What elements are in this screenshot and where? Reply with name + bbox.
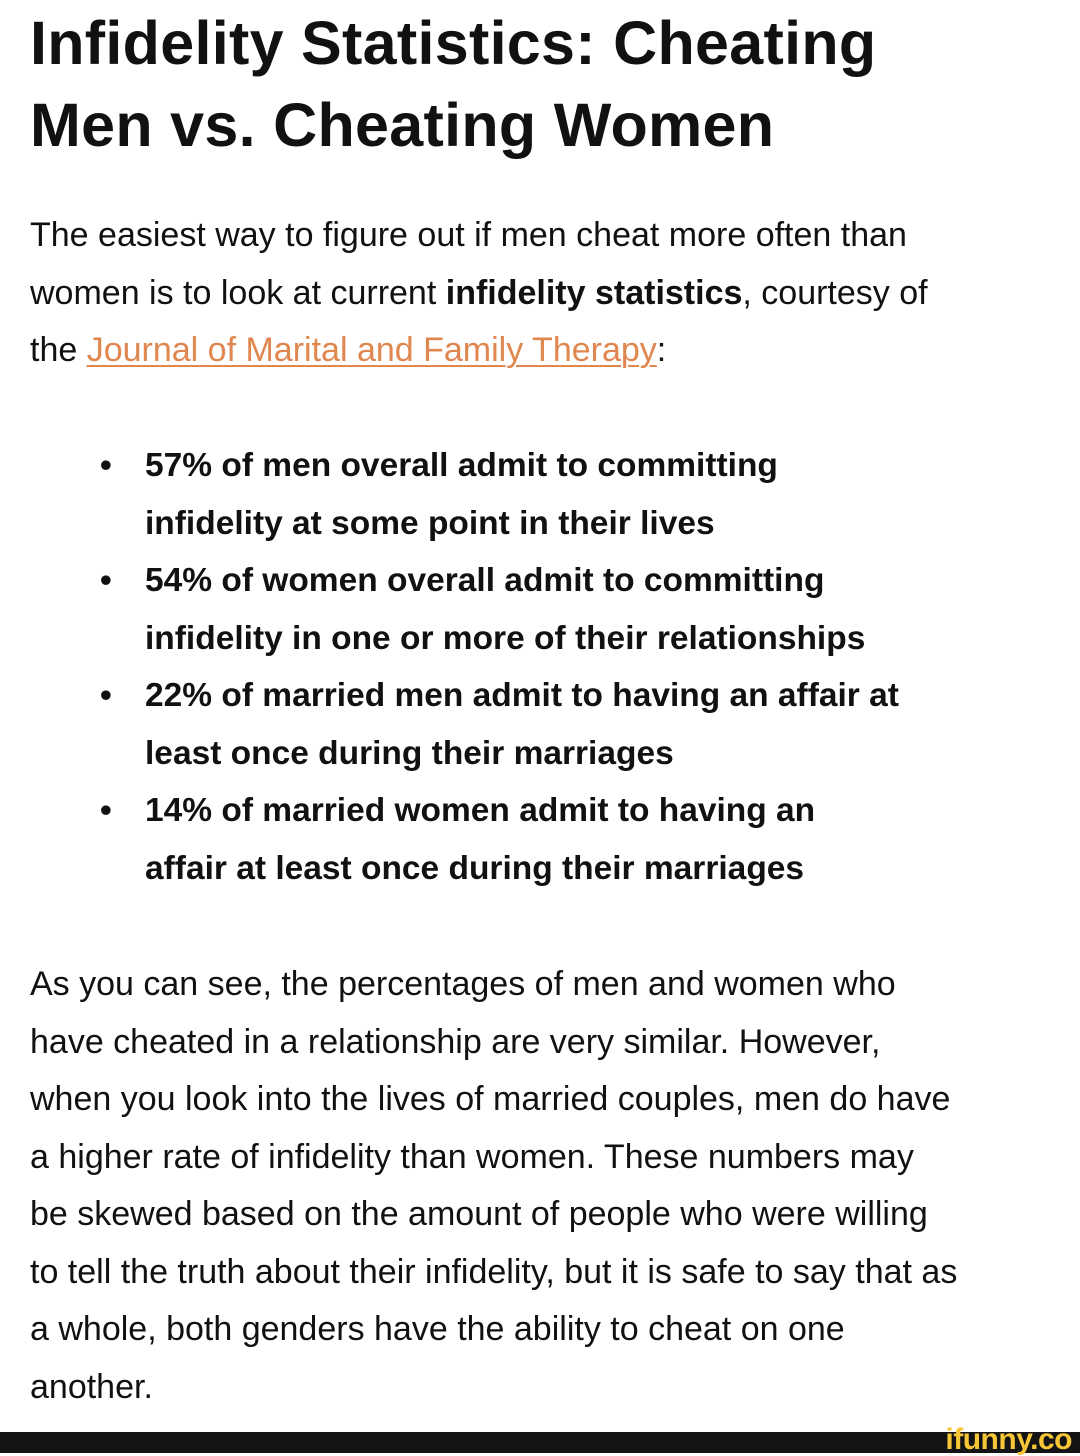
intro-bold-text: infidelity statistics bbox=[445, 273, 743, 312]
title-line: Men vs. Cheating Women bbox=[30, 91, 775, 159]
bullet-icon: • bbox=[100, 677, 112, 714]
intro-text: , courtesy of bbox=[742, 273, 928, 312]
journal-link[interactable]: Journal of Marital and Family Therapy bbox=[86, 331, 657, 369]
conclusion-paragraph bbox=[30, 956, 957, 1416]
page-title bbox=[30, 2, 876, 166]
conclusion-line: be skewed based on the amount of people who were willing bbox=[30, 1195, 928, 1233]
list-item-line: 57% of men overall admit to committing bbox=[145, 447, 778, 484]
conclusion-line: when you look into the lives of married couples, men do have bbox=[30, 1080, 951, 1118]
conclusion-line: have cheated in a relationship are very similar. However, bbox=[30, 1022, 881, 1061]
list-item bbox=[0, 552, 899, 667]
intro-line bbox=[30, 322, 928, 380]
conclusion-line: a higher rate of infidelity than women. These numbers may bbox=[30, 1137, 914, 1176]
intro-text: : bbox=[656, 331, 667, 369]
intro-text: women is to look at current bbox=[30, 273, 446, 312]
intro-text: the bbox=[30, 331, 87, 369]
list-item bbox=[0, 667, 899, 782]
title-line: Infidelity Statistics: Cheating bbox=[30, 9, 877, 77]
list-item-line: 22% of married men admit to having an affair at bbox=[145, 677, 899, 714]
conclusion-line: a whole, both genders have the ability to cheat on one bbox=[30, 1310, 845, 1348]
conclusion-line: another. bbox=[30, 1367, 153, 1406]
intro-line bbox=[30, 265, 928, 323]
list-item-line: least once during their marriages bbox=[145, 734, 674, 772]
list-item-line: 14% of married women admit to having an bbox=[145, 792, 816, 829]
bullet-icon: • bbox=[100, 562, 112, 599]
list-item-line: 54% of women overall admit to committing bbox=[145, 562, 825, 599]
bullet-icon: • bbox=[100, 447, 112, 484]
intro-paragraph bbox=[30, 207, 928, 380]
list-item-line: infidelity in one or more of their relationships bbox=[145, 619, 866, 657]
intro-line: The easiest way to figure out if men cheat more often than bbox=[30, 216, 907, 254]
bullet-icon: • bbox=[100, 792, 112, 829]
statistics-list bbox=[0, 437, 899, 897]
list-item bbox=[0, 782, 899, 897]
ifunny-watermark-logo: ifunny.co bbox=[945, 1423, 1072, 1456]
list-item-line: infidelity at some point in their lives bbox=[145, 504, 715, 542]
conclusion-line: As you can see, the percentages of men and women who bbox=[30, 965, 896, 1003]
conclusion-line: to tell the truth about their infidelity, but it is safe to say that as bbox=[30, 1252, 958, 1291]
list-item-line: affair at least once during their marriages bbox=[145, 849, 805, 887]
watermark-bar bbox=[0, 1432, 1080, 1453]
list-item bbox=[0, 437, 899, 552]
